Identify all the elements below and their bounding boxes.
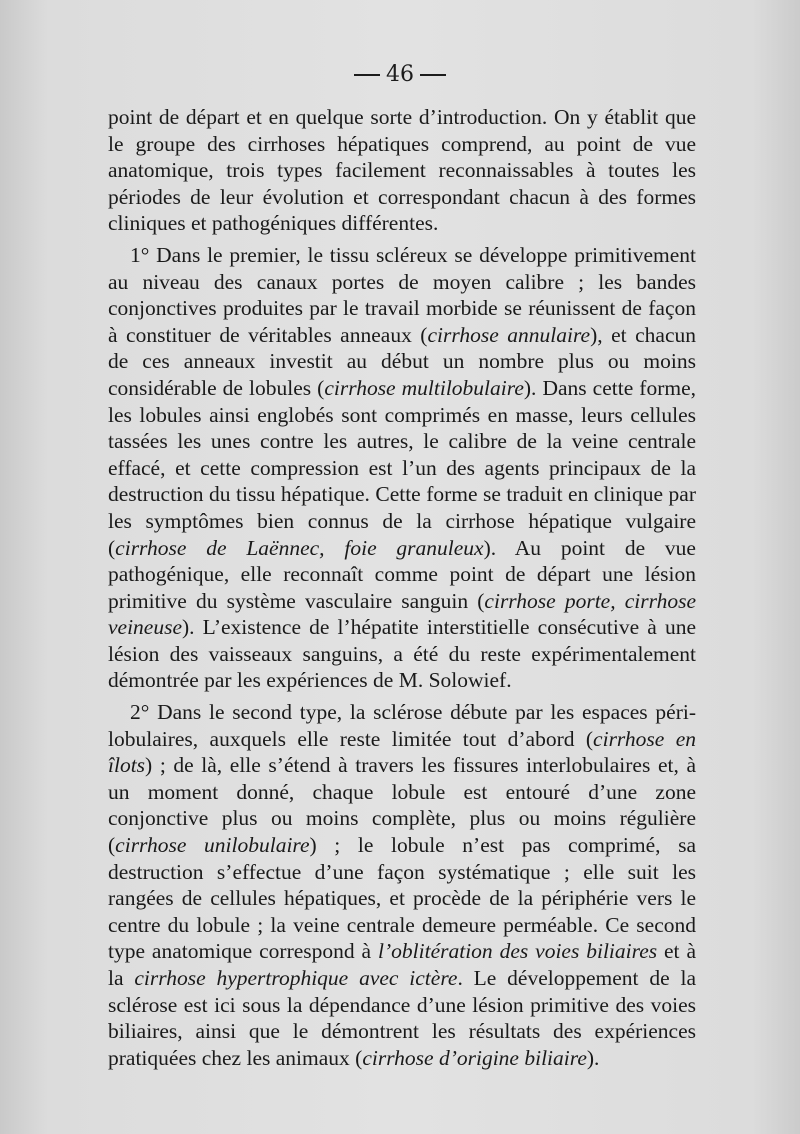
- page-number-left-dash: [354, 74, 380, 76]
- page-number-value: 46: [386, 62, 414, 87]
- text-run: ) ; de là, elle s’étend à travers les fissures interlobulaires et, à un moment donné, chaque lobule est entouré d’une zone conjonctive plus ou moins complète, plus ou moins régulière (: [108, 753, 696, 858]
- italic-term: cirrhose multilobulaire: [324, 375, 524, 400]
- text-run: ). Au point de vue pathogénique, elle reconnaît comme point de départ une lésion primitive du système vasculaire sanguin (: [108, 535, 696, 613]
- text-run: ).: [586, 1045, 600, 1070]
- italic-term: cirrhose en îlots: [108, 726, 696, 778]
- paragraph-second-type: [108, 699, 696, 1071]
- text-run: 1° Dans le premier, le tissu scléreux se développe primitivement au niveau des canaux portes de moyen calibre ; les bandes conjonctives produites par le travail morbide se réunissent de façon à constituer de véritables anneaux (: [108, 242, 696, 347]
- text-run: point de départ et en quelque sorte d’introduction. On y établit que le groupe des cirrhoses hépatiques comprend, au point de vue anatomique, trois types facilement reconnaissables à toutes les périodes de leur évolution et correspondant chacun à des formes cliniques et pathogéniques différentes.: [108, 105, 696, 236]
- text-run: ). Dans cette forme, les lobules ainsi englobés sont comprimés en masse, leurs cellules tassées les unes contre les autres, le calibre de la veine centrale effacé, et cette compression est l’un des agents principaux de la destruction du tissu hépatique. Cette forme se traduit en clinique par les symptômes bien connus de la cirrhose hépatique vulgaire (: [108, 375, 697, 560]
- page-number: [0, 62, 800, 87]
- text-run: 2° Dans le second type, la sclérose débute par les espaces péri-lobulaires, auxquels elle reste limitée tout d’abord (: [108, 700, 696, 751]
- text-run: ), et chacun de ces anneaux investit au début un nombre plus ou moins considérable de lobules (: [108, 322, 696, 400]
- italic-term: cirrhose d’origine biliaire: [362, 1045, 587, 1070]
- italic-term: cirrhose unilobulaire: [115, 833, 310, 858]
- italic-term: cirrhose de Laënnec, foie granuleux: [115, 535, 484, 560]
- text-run: . Le développement de la sclérose est ici sous la dépendance d’une lésion primitive des voies biliaires, ainsi que le démontrent les résultats des expériences pratiquées chez les animaux (: [108, 966, 696, 1070]
- text-run: ). L’existence de l’hépatite interstitielle consécutive à une lésion des vaisseaux sanguins, a été du reste expérimentalement démontrée par les expériences de M. Solowief.: [108, 615, 696, 693]
- italic-term: l’oblitération des voies biliaires: [378, 939, 658, 964]
- paragraph-intro: [108, 104, 696, 237]
- italic-term: cirrhose porte, cirrhose veineuse: [108, 588, 696, 640]
- text-run: et à la: [108, 939, 696, 990]
- body-text: [108, 104, 696, 1076]
- paragraph-first-type: [108, 242, 696, 694]
- italic-term: cirrhose annulaire: [427, 322, 591, 347]
- page-number-right-dash: [420, 74, 446, 76]
- italic-term: cirrhose hypertrophique avec ictère: [134, 966, 458, 990]
- text-run: ) ; le lobule n’est pas comprimé, sa destruction s’effectue d’une façon systématique ; elle suit les rangées de cellules hépatiques, et procède de la périphérie vers le centre du lobule ; la veine centrale demeure perméable. Ce second type anatomique correspond à: [108, 833, 696, 964]
